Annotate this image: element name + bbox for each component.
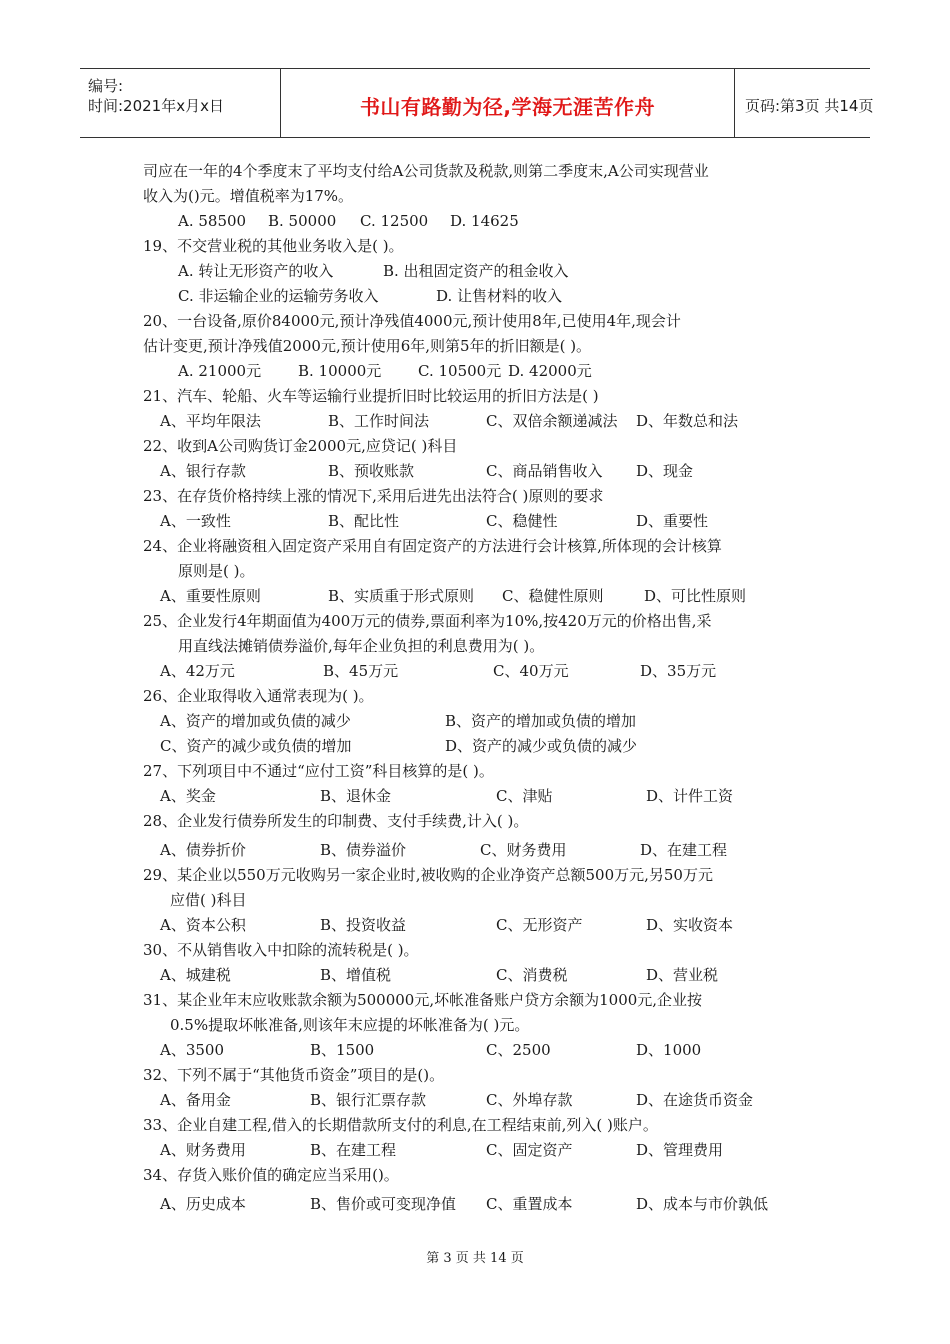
option: A. 转让无形资产的收入 <box>178 262 334 280</box>
question-34: 34、存货入账价值的确定应当采用()。 <box>143 1166 399 1184</box>
option: B、银行汇票存款 <box>310 1091 427 1109</box>
question-23: 23、在存货价格持续上涨的情况下,采用后进先出法符合( )原则的要求 <box>143 487 604 505</box>
option: A、银行存款 <box>160 462 246 480</box>
text-line: 0.5%提取坏帐准备,则该年末应提的坏帐准备为( )元。 <box>170 1016 530 1034</box>
option: A. 21000元 <box>178 362 262 380</box>
question-30: 30、不从销售收入中扣除的流转税是( )。 <box>143 941 419 959</box>
option: B、45万元 <box>323 662 399 680</box>
option: C、双倍余额递减法 <box>486 412 618 430</box>
header-motto-cell <box>280 69 735 137</box>
text-line: 应借( )科目 <box>170 891 247 909</box>
motto: 书山有路勤为径,学海无涯苦作舟 <box>359 95 656 119</box>
question-27: 27、下列项目中不通过“应付工资”科目核算的是( )。 <box>143 762 494 780</box>
option: A. 58500 <box>178 212 247 230</box>
option: B、1500 <box>310 1041 375 1059</box>
option: A、42万元 <box>160 662 235 680</box>
option: A、城建税 <box>160 966 231 984</box>
option: D、可比性原则 <box>644 587 747 605</box>
option: C、重置成本 <box>486 1195 573 1213</box>
question-32: 32、下列不属于“其他货币资金”项目的是()。 <box>143 1066 445 1084</box>
option: D、重要性 <box>636 512 709 530</box>
question-19: 19、不交营业税的其他业务收入是( )。 <box>143 237 404 255</box>
page-header <box>80 68 874 138</box>
option: B. 出租固定资产的租金收入 <box>383 262 569 280</box>
option: B、预收账款 <box>328 462 415 480</box>
option: A、财务费用 <box>160 1141 246 1159</box>
text-line: 用直线法摊销债券溢价,每年企业负担的利息费用为( )。 <box>178 637 545 655</box>
option: C、津贴 <box>496 787 553 805</box>
question-21: 21、汽车、轮船、火车等运输行业提折旧时比较运用的折旧方法是( ) <box>143 387 599 405</box>
page-indicator: 页码:第3页 共14页 <box>745 97 874 115</box>
option: B、债券溢价 <box>320 841 407 859</box>
option: D、资产的减少或负债的减少 <box>445 737 638 755</box>
option: A、重要性原则 <box>160 587 261 605</box>
option: C、稳健性 <box>486 512 558 530</box>
option: C、资产的减少或负债的增加 <box>160 737 352 755</box>
option: C、无形资产 <box>496 916 583 934</box>
option: C、稳健性原则 <box>502 587 604 605</box>
option: C、商品销售收入 <box>486 462 603 480</box>
option: D. 14625 <box>450 212 519 230</box>
option: C、固定资产 <box>486 1141 573 1159</box>
option: D、在途货币资金 <box>636 1091 754 1109</box>
option: D、年数总和法 <box>636 412 739 430</box>
header-page-cell <box>735 69 874 137</box>
option: D、在建工程 <box>640 841 728 859</box>
option: D、营业税 <box>646 966 719 984</box>
option: C、消费税 <box>496 966 568 984</box>
question-25: 25、企业发行4年期面值为400万元的债券,票面利率为10%,按420万元的价格出售,采 <box>143 612 712 630</box>
option: B. 10000元 <box>298 362 382 380</box>
option: A、资产的增加或负债的减少 <box>160 712 351 730</box>
option: B、增值税 <box>320 966 392 984</box>
option: B、退休金 <box>320 787 392 805</box>
option: A、奖金 <box>160 787 216 805</box>
question-24: 24、企业将融资租入固定资产采用自有固定资产的方法进行会计核算,所体现的会计核算 <box>143 537 722 555</box>
option: B、实质重于形式原则 <box>328 587 475 605</box>
option: A、历史成本 <box>160 1195 246 1213</box>
option: D、现金 <box>636 462 694 480</box>
question-29: 29、某企业以550万元收购另一家企业时,被收购的企业净资产总额500万元,另50万元 <box>143 866 713 884</box>
text-line: 原则是( )。 <box>178 562 255 580</box>
page-footer: 第 3 页 共 14 页 <box>426 1251 524 1266</box>
text-line: 收入为()元。增值税率为17%。 <box>143 187 354 205</box>
option: C、财务费用 <box>480 841 567 859</box>
doc-number-label: 编号: <box>88 77 124 95</box>
text-line: 估计变更,预计净残值2000元,预计使用6年,则第5年的折旧额是( )。 <box>143 337 592 355</box>
option: A、3500 <box>160 1041 225 1059</box>
option: A、债券折价 <box>160 841 246 859</box>
option: A、备用金 <box>160 1091 231 1109</box>
option: B、资产的增加或负债的增加 <box>445 712 637 730</box>
option: D. 42000元 <box>508 362 592 380</box>
option: D、管理费用 <box>636 1141 724 1159</box>
header-info-cell <box>80 69 280 137</box>
option: B、在建工程 <box>310 1141 397 1159</box>
option: B、售价或可变现净值 <box>310 1195 457 1213</box>
option: A、一致性 <box>160 512 231 530</box>
question-31: 31、某企业年末应收账款余额为500000元,坏帐准备账户贷方余额为1000元,企业按 <box>143 991 703 1009</box>
option: D、计件工资 <box>646 787 734 805</box>
question-28: 28、企业发行债券所发生的印制费、支付手续费,计入( )。 <box>143 812 529 830</box>
option: C、外埠存款 <box>486 1091 573 1109</box>
option: D、实收资本 <box>646 916 734 934</box>
option: B、配比性 <box>328 512 400 530</box>
option: D. 让售材料的收入 <box>436 287 563 305</box>
option: D、35万元 <box>640 662 717 680</box>
option: C. 非运输企业的运输劳务收入 <box>178 287 379 305</box>
question-22: 22、收到A公司购货订金2000元,应贷记( )科目 <box>143 437 458 455</box>
option: D、成本与市价孰低 <box>636 1195 769 1213</box>
text-line: 司应在一年的4个季度末了平均支付给A公司货款及税款,则第二季度末,A公司实现营业 <box>143 162 709 180</box>
option: C、40万元 <box>493 662 569 680</box>
option: A、平均年限法 <box>160 412 261 430</box>
option: D、1000 <box>636 1041 702 1059</box>
question-20: 20、一台设备,原价84000元,预计净残值4000元,预计使用8年,已使用4年,现会计 <box>143 312 681 330</box>
doc-date-label: 时间:2021年x月x日 <box>88 97 224 115</box>
question-26: 26、企业取得收入通常表现为( )。 <box>143 687 374 705</box>
question-33: 33、企业自建工程,借入的长期借款所支付的利息,在工程结束前,列入( )账户。 <box>143 1116 658 1134</box>
option: C、2500 <box>486 1041 551 1059</box>
option: B. 50000 <box>268 212 337 230</box>
option: C. 10500元 <box>418 362 502 380</box>
option: B、工作时间法 <box>328 412 430 430</box>
option: A、资本公积 <box>160 916 246 934</box>
option: C. 12500 <box>360 212 429 230</box>
option: B、投资收益 <box>320 916 407 934</box>
